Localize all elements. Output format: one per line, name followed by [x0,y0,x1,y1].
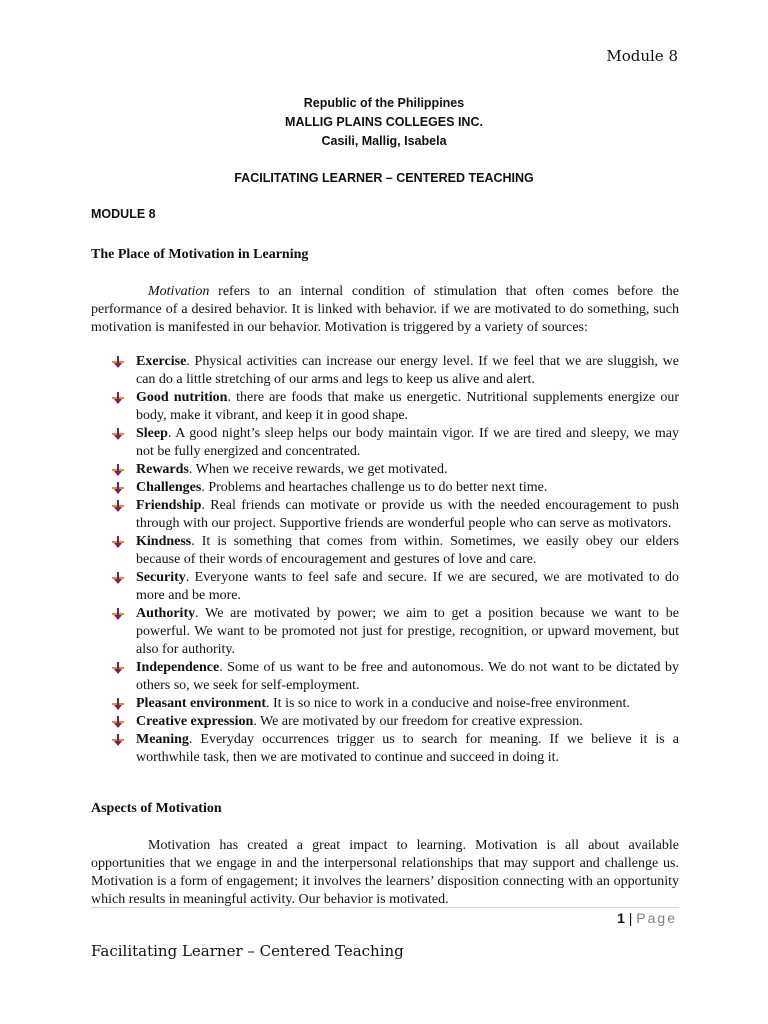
source-term: Meaning [136,732,189,747]
source-text: . A good night’s sleep helps our body maintain vigor. If we are tired and sleepy, we may not be fully energized and concentrated. [136,426,679,459]
aspects-paragraph [91,837,679,909]
source-term: Pleasant environment [136,696,267,711]
source-text: . Some of us want to be free and autonomous. We do not want to be dictated by others so, we seek for self-employment. [136,660,679,693]
arrow-down-icon [112,392,124,404]
source-text: . there are foods that make us energetic. Nutritional supplements energize our body, make it vibrant, and keep it in good shape. [136,390,679,423]
motivation-source-item [91,497,679,533]
arrow-down-icon [112,356,124,368]
arrow-down-icon [112,716,124,728]
source-text: . It is so nice to work in a conducive and noise-free environment. [266,696,630,711]
source-text: . Everyone wants to feel safe and secure. If we are secured, we are motivated to do more and be more. [136,570,679,603]
motivation-sources-list [91,353,679,767]
source-text: . We are motivated by power; we aim to get a position because we want to be powerful. We want to be promoted not just for prestige, recognition, or upward movement, but also for authority. [136,606,679,657]
arrow-down-icon [112,500,124,512]
page-number-separator: | [624,910,637,926]
motivation-source-item [91,479,679,497]
source-text: . Problems and heartaches challenge us to do better next time. [201,480,548,495]
motivation-source-item [91,461,679,479]
page-number-value: 1 [617,910,625,926]
intro-paragraph [91,283,679,337]
source-text: . Physical activities can increase our energy level. If we feel that we are sluggish, we can do a little stretching of our arms and legs to keep us alive and alert. [136,354,679,387]
footer-divider [91,907,679,908]
section-heading-place-of-motivation: The Place of Motivation in Learning [91,247,309,262]
source-term: Challenges [136,480,202,495]
motivation-source-item [91,389,679,425]
source-text: . Real friends can motivate or provide us with the needed encouragement to push through with our project. Supportive friends are wonderful people who can serve as motivators. [136,498,679,531]
arrow-down-icon [112,698,124,710]
motivation-source-item [91,353,679,389]
letterhead-country: Republic of the Philippines [303,96,465,110]
arrow-down-icon [112,572,124,584]
motivation-source-item [91,533,679,569]
aspects-text: Motivation has created a great impact to learning. Motivation is all about available opportunities that we engage in and the interpersonal relationships that may support and challenge us. Motivation is a form of engagement; it involves the learners’ disposition connecting with an opportunity which results in meaningful activity. Our behavior is motivated. [91,838,679,907]
source-text: . Everyday occurrences trigger us to search for meaning. If we believe it is a worthwhile task, then we are motivated to continue and succeed in doing it. [136,732,679,765]
letterhead-school: MALLIG PLAINS COLLEGES INC. [285,115,483,129]
motivation-source-item [91,695,679,713]
source-term: Security [136,570,186,585]
source-term: Authority [136,606,196,621]
source-text: . When we receive rewards, we get motivated. [188,462,448,477]
footer-title: Facilitating Learner – Centered Teaching [91,942,404,960]
arrow-down-icon [112,734,124,746]
arrow-down-icon [112,482,124,494]
page-word: Page [636,910,677,926]
motivation-source-item [91,713,679,731]
letterhead-address: Casili, Mallig, Isabela [321,134,447,148]
intro-text: refers to an internal condition of stimulation that often comes before the performance of a desired behavior. It is linked with behavior. if we are motivated to do something, such motivation is manifested in our behavior. Motivation is triggered by a variety of sources: [91,284,679,335]
page-header-module: Module 8 [606,47,678,65]
source-term: Good nutrition [136,390,228,405]
source-text: . We are motivated by our freedom for creative expression. [253,714,583,729]
arrow-down-icon [112,608,124,620]
source-term: Rewards [136,462,189,477]
motivation-source-item [91,659,679,695]
letterhead [0,94,768,151]
motivation-source-item [91,569,679,605]
course-title: FACILITATING LEARNER – CENTERED TEACHING [234,171,534,185]
motivation-source-item [91,605,679,659]
arrow-down-icon [112,662,124,674]
page-number [617,910,677,926]
intro-term: Motivation [148,284,210,299]
source-text: . It is something that comes from within. Sometimes, we easily obey our elders because of their words of encouragement and gestures of love and care. [136,534,679,567]
section-heading-aspects: Aspects of Motivation [91,801,222,816]
source-term: Independence [136,660,220,675]
motivation-source-item [91,425,679,461]
module-label: MODULE 8 [91,207,156,221]
source-term: Exercise [136,354,187,369]
source-term: Kindness [136,534,192,549]
arrow-down-icon [112,464,124,476]
motivation-source-item [91,731,679,767]
arrow-down-icon [112,428,124,440]
source-term: Friendship [136,498,202,513]
source-term: Sleep [136,426,168,441]
arrow-down-icon [112,536,124,548]
source-term: Creative expression [136,714,254,729]
